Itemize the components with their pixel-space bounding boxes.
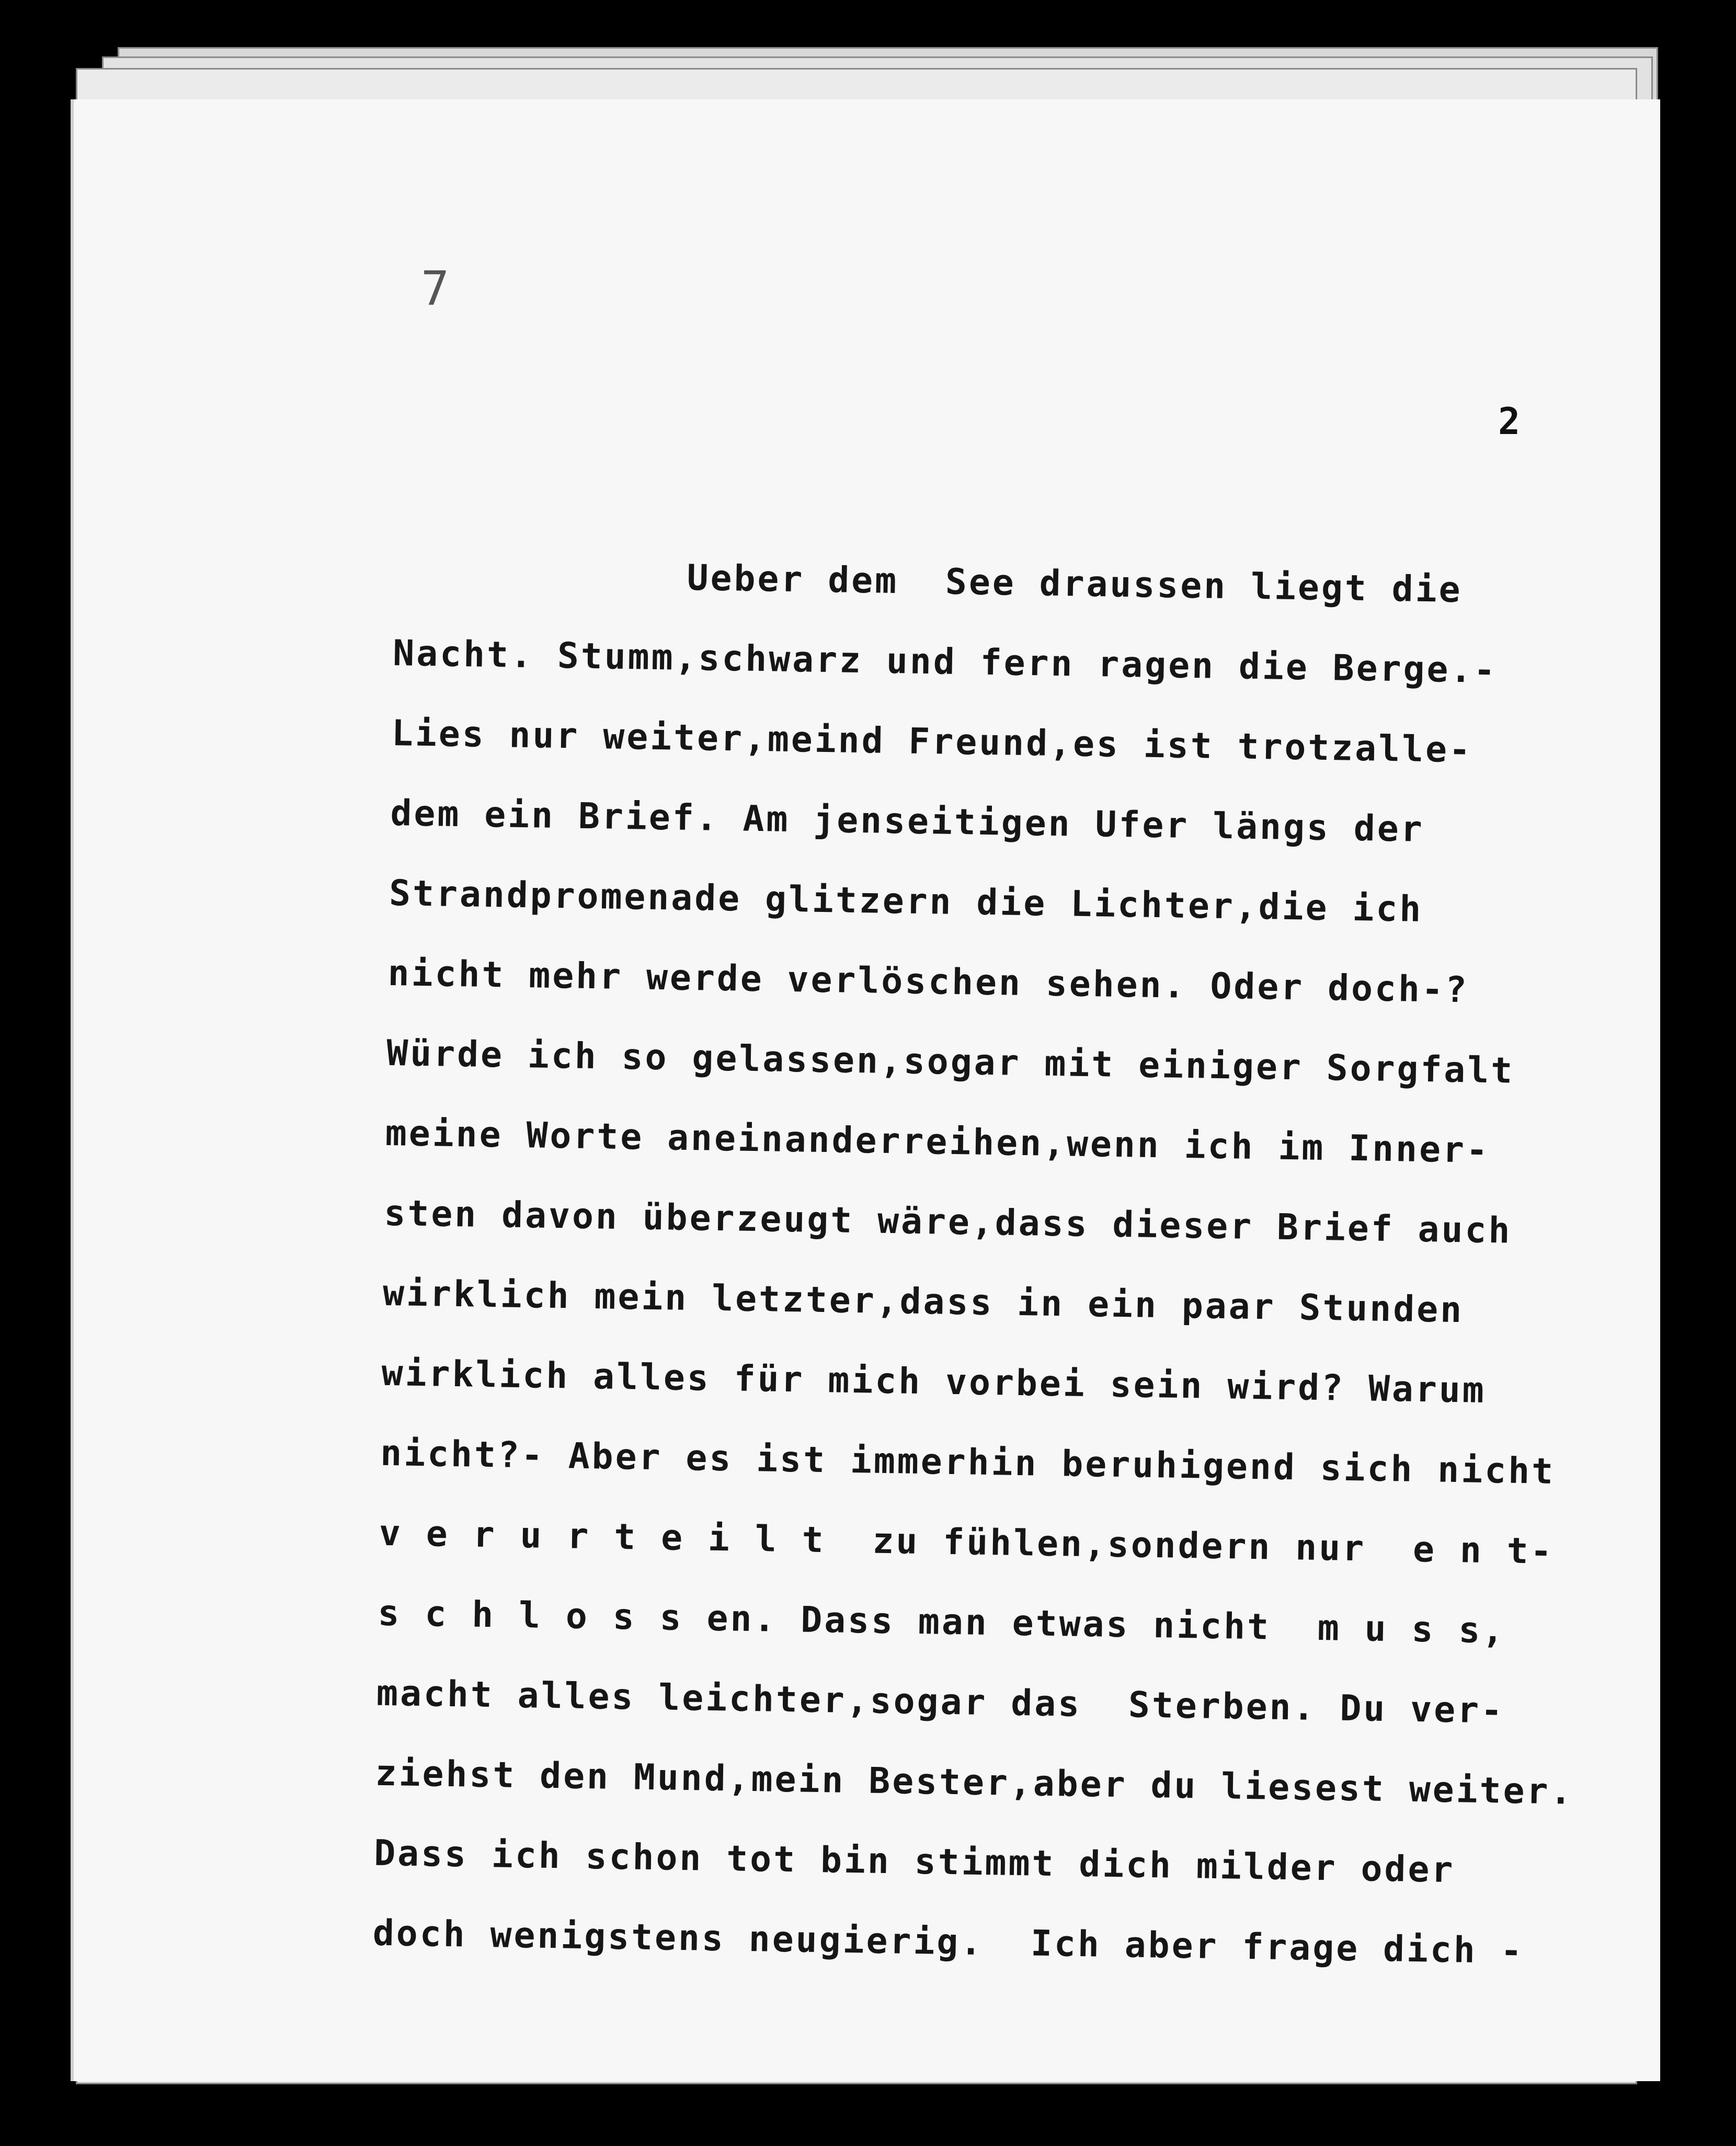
text-line: Dass ich schon tot bin stimmt dich milder oder bbox=[373, 1832, 1455, 1891]
text-line: nicht mehr werde verlöschen sehen. Oder doch-? bbox=[387, 952, 1469, 1011]
text-line: meine Worte aneinanderreihen,wenn ich im Inner- bbox=[385, 1112, 1490, 1172]
text-line: ziehst den Mund,mein Bester,aber du liesest weiter. bbox=[375, 1752, 1574, 1813]
text-line: Strandpromenade glitzern die Lichter,die ich bbox=[389, 872, 1423, 930]
text-line: Lies nur weiter,meind Freund,es ist trotzalle- bbox=[391, 712, 1473, 771]
corner-pencil-mark: 7 bbox=[421, 261, 450, 316]
text-line: Nacht. Stumm,schwarz und fern ragen die Berge.- bbox=[392, 632, 1498, 692]
typewritten-page bbox=[71, 99, 1660, 2081]
text-line: nicht?- Aber es ist immerhin beruhigend sich nicht bbox=[380, 1432, 1556, 1493]
text-line: macht alles leichter,sogar das Sterben. Du ver- bbox=[376, 1672, 1505, 1732]
text-line: wirklich alles für mich vorbei sein wird? Warum bbox=[381, 1352, 1487, 1411]
text-line: Ueber dem See draussen liegt die bbox=[687, 557, 1463, 611]
text-line: Würde ich so gelassen,sogar mit einiger Sorgfalt bbox=[386, 1032, 1515, 1092]
text-line: dem ein Brief. Am jenseitigen Ufer längs der bbox=[390, 792, 1425, 850]
letter-body bbox=[372, 533, 1692, 1994]
reverse-side-bleed-through bbox=[719, 309, 1660, 345]
text-line: sten davon überzeugt wäre,dass dieser Brief auch bbox=[383, 1192, 1513, 1252]
page-number: 2 bbox=[1498, 400, 1521, 443]
text-line: wirklich mein letzter,dass in ein paar Stunden bbox=[382, 1272, 1464, 1331]
text-line: doch wenigstens neugierig. Ich aber frage dich - bbox=[372, 1912, 1525, 1972]
text-line: s c h l o s s en. Dass man etwas nicht m u s s, bbox=[377, 1592, 1506, 1652]
text-line: v e r u r t e i l t zu fühlen,sondern nur e n t- bbox=[379, 1512, 1555, 1573]
